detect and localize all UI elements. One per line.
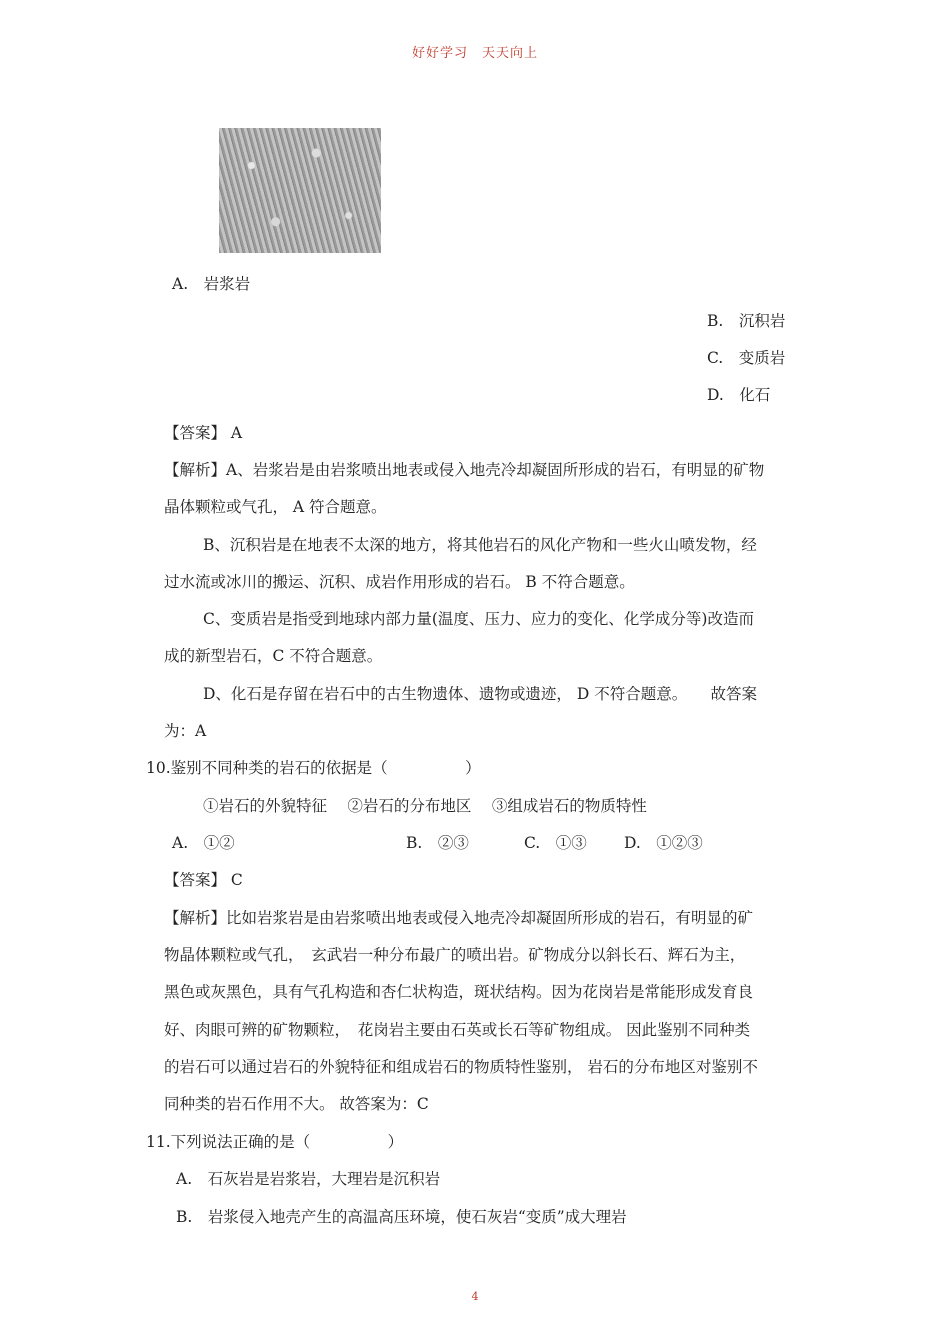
q11-stem: 11.下列说法正确的是（ ） xyxy=(146,1133,404,1151)
q10-analysis-line: 黑色或灰黑色，具有气孔构造和杏仁状构造，斑状结构。因为花岗岩是常能形成发育良 xyxy=(164,983,754,1001)
q10-answer: 【答案】 C xyxy=(164,871,243,889)
q9-analysis-line: C、变质岩是指受到地球内部力量(温度、压力、应力的变化、化学成分等)改造而 xyxy=(203,610,754,628)
q9-analysis-line: 过水流或冰川的搬运、沉积、成岩作用形成的岩石。 B 不符合题意。 xyxy=(164,573,635,591)
q10-option-c: C. ①③ xyxy=(524,834,587,852)
q10-analysis-line: 【解析】比如岩浆岩是由岩浆喷出地表或侵入地壳冷却凝固所形成的岩石，有明显的矿 xyxy=(164,909,754,927)
q9-answer: 【答案】 A xyxy=(164,424,243,442)
q9-analysis-line: 为：A xyxy=(164,722,207,740)
q10-analysis-line: 好、肉眼可辨的矿物颗粒， 花岗岩主要由石英或长石等矿物组成。 因此鉴别不同种类 xyxy=(164,1021,751,1039)
q10-option-d: D. ①②③ xyxy=(624,834,703,852)
q9-analysis-line: D、化石是存留在岩石中的古生物遗体、遗物或遗迹， D 不符合题意。 故答案 xyxy=(203,685,757,703)
q9-analysis-line: B、沉积岩是在地表不太深的地方，将其他岩石的风化产物和一些火山喷发物，经 xyxy=(203,536,757,554)
q10-option-a: A. ①② xyxy=(172,834,235,852)
q11-option-b: B. 岩浆侵入地壳产生的高温高压环境，使石灰岩“变质”成大理岩 xyxy=(176,1208,627,1226)
page-header: 好好学习 天天向上 xyxy=(411,46,538,61)
q11-option-a: A. 石灰岩是岩浆岩，大理岩是沉积岩 xyxy=(176,1170,441,1188)
q10-stem: 10.鉴别不同种类的岩石的依据是（ ） xyxy=(146,759,481,777)
q10-analysis-line: 的岩石可以通过岩石的外貌特征和组成岩石的物质特性鉴别， 岩石的分布地区对鉴别不 xyxy=(164,1058,758,1076)
rock-photo xyxy=(219,128,381,253)
q10-analysis-line: 同种类的岩石作用不大。 故答案为：C xyxy=(164,1095,429,1113)
q9-option-c: C. 变质岩 xyxy=(707,349,786,367)
q10-analysis-line: 物晶体颗粒或气孔， 玄武岩一种分布最广的喷出岩。矿物成分以斜长石、辉石为主， xyxy=(164,946,746,964)
q9-analysis-line: 晶体颗粒或气孔， A 符合题意。 xyxy=(164,498,387,516)
q10-items: ①岩石的外貌特征 ②岩石的分布地区 ③组成岩石的物质特性 xyxy=(203,797,647,815)
q9-analysis-line: 【解析】A、岩浆岩是由岩浆喷出地表或侵入地壳冷却凝固所形成的岩石，有明显的矿物 xyxy=(164,461,765,479)
page-number: 4 xyxy=(471,1290,479,1303)
q9-analysis-line: 成的新型岩石，C 不符合题意。 xyxy=(164,647,383,665)
q9-option-d: D. 化石 xyxy=(707,386,771,404)
q10-option-b: B. ②③ xyxy=(406,834,469,852)
q9-option-b: B. 沉积岩 xyxy=(707,312,786,330)
q9-option-a: A. 岩浆岩 xyxy=(172,275,251,293)
